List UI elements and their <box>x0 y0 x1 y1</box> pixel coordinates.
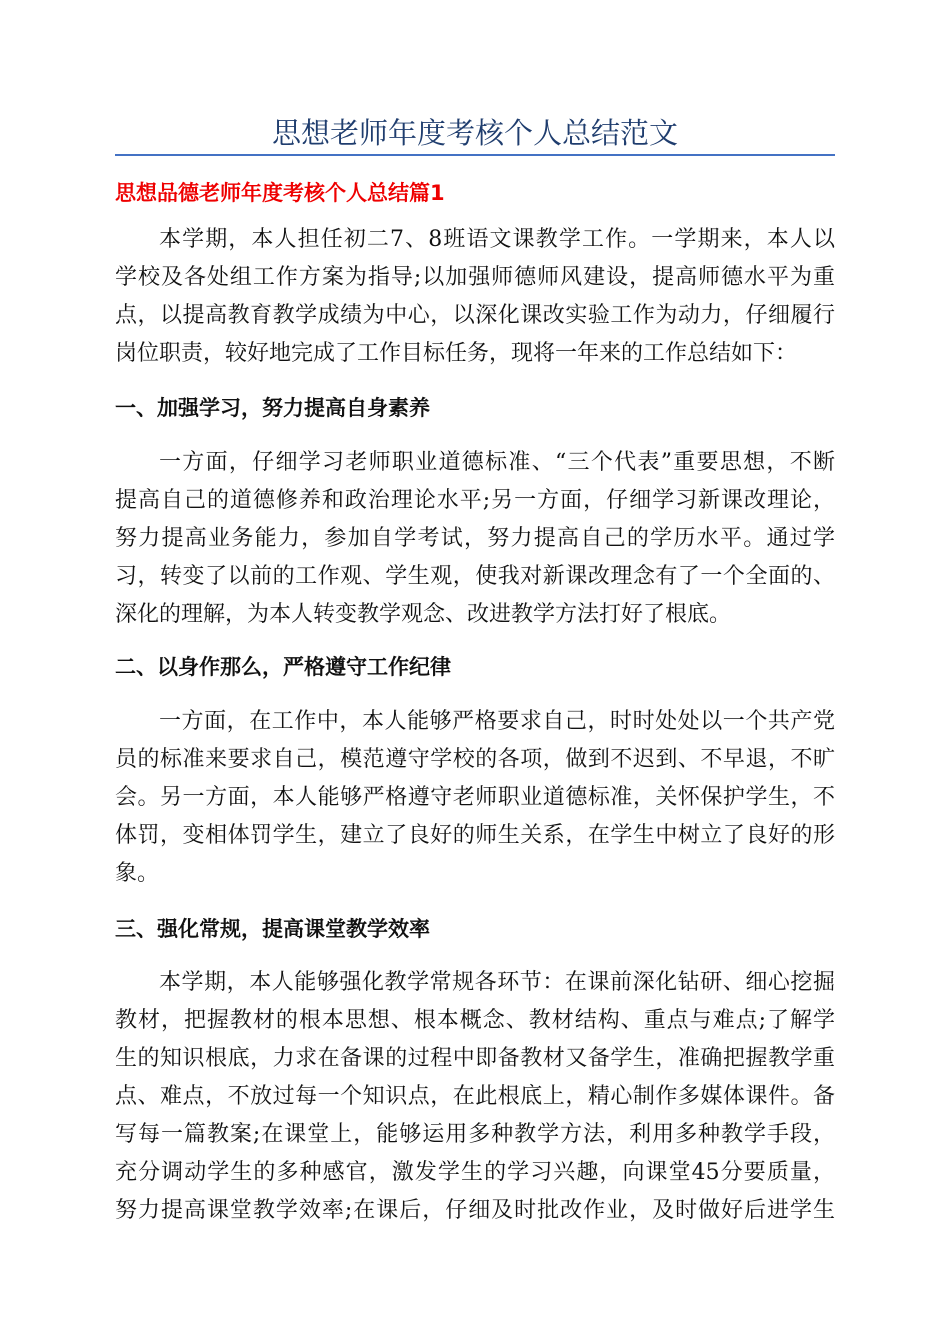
paragraph-line: 充分调动学生的多种感官，激发学生的学习兴趣，向课堂45分要质量， <box>115 1160 835 1185</box>
paragraph-line: 本学期，本人能够强化教学常规各环节：在课前深化钻研、细心挖掘 <box>159 970 835 995</box>
document-title: 思想老师年度考核个人总结范文 <box>271 116 678 150</box>
intro-paragraph <box>115 221 835 373</box>
title-underline <box>115 154 835 156</box>
paragraph-line: 习，转变了以前的工作观、学生观，使我对新课改理念有了一个全面的、 <box>115 564 835 589</box>
section-paragraph-2 <box>115 703 835 893</box>
paragraph-line: 努力提高业务能力，参加自学考试，努力提高自己的学历水平。通过学 <box>115 526 835 551</box>
paragraph-line: 努力提高课堂教学效率;在课后，仔细及时批改作业，及时做好后进学生 <box>115 1198 835 1223</box>
paragraph-line: 一方面，在工作中，本人能够严格要求自己，时时处处以一个共产党 <box>159 709 835 734</box>
paragraph-line: 提高自己的道德修养和政治理论水平;另一方面，仔细学习新课改理论， <box>115 488 835 513</box>
section-paragraph-3 <box>115 964 835 1230</box>
section-heading-3: 三、强化常规，提高课堂教学效率 <box>115 917 430 941</box>
paragraph-line: 会。另一方面，本人能够严格遵守老师职业道德标准，关怀保护学生，不 <box>115 785 835 810</box>
paragraph-line: 岗位职责，较好地完成了工作目标任务，现将一年来的工作总结如下： <box>115 341 798 366</box>
paragraph-line: 本学期，本人担任初二7、8班语文课教学工作。一学期来，本人以 <box>159 227 835 252</box>
section-heading-2: 二、以身作那么，严格遵守工作纪律 <box>115 655 451 679</box>
paragraph-line: 生的知识根底，力求在备课的过程中即备教材又备学生，准确把握教学重 <box>115 1046 835 1071</box>
paragraph-line: 点，以提高教育教学成绩为中心，以深化课改实验工作为动力，仔细履行 <box>115 303 835 328</box>
paragraph-line: 一方面，仔细学习老师职业道德标准、“三个代表”重要思想，不断 <box>159 450 835 475</box>
paragraph-line: 点、难点，不放过每一个知识点，在此根底上，精心制作多媒体课件。备 <box>115 1084 835 1109</box>
paragraph-line: 体罚，变相体罚学生，建立了良好的师生关系，在学生中树立了良好的形 <box>115 823 835 848</box>
paragraph-line: 学校及各处组工作方案为指导;以加强师德师风建设，提高师德水平为重 <box>115 265 835 290</box>
article-heading: 思想品德老师年度考核个人总结篇1 <box>115 181 445 205</box>
paragraph-line: 象。 <box>115 861 160 886</box>
paragraph-line: 写每一篇教案;在课堂上，能够运用多种教学方法，利用多种教学手段， <box>115 1122 835 1147</box>
section-heading-1: 一、加强学习，努力提高自身素养 <box>115 396 430 420</box>
section-paragraph-1 <box>115 444 835 634</box>
paragraph-line: 员的标准来要求自己，模范遵守学校的各项，做到不迟到、不早退，不旷 <box>115 747 835 772</box>
paragraph-line: 深化的理解，为本人转变教学观念、改进教学方法打好了根底。 <box>115 602 732 627</box>
paragraph-line: 教材，把握教材的根本思想、根本概念、教材结构、重点与难点;了解学 <box>115 1008 835 1033</box>
